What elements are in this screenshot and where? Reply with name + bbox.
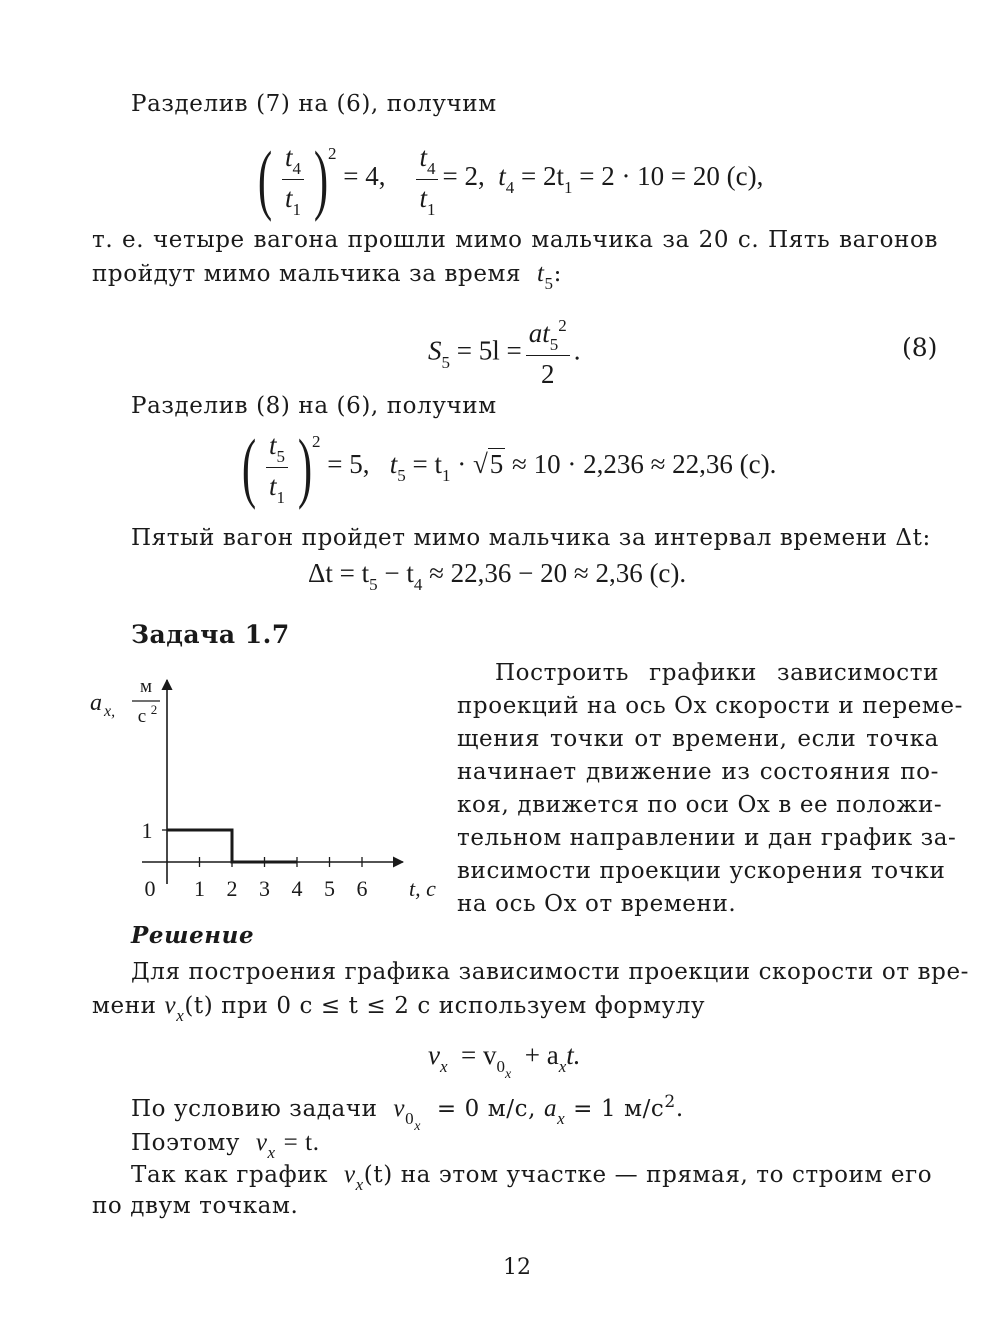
x-tick-label: 4 bbox=[291, 876, 303, 901]
paragraph-line: Для построения графика зависимости проекции скорости от вре- bbox=[131, 959, 970, 985]
task-text-line: Построить графики зависимости bbox=[495, 660, 939, 686]
equation-ratio-t5-t1: ( $\frac{t_5}{t_1}$ )$^2$ = 5, $t_5 = t_1 \cdot √5 \approx 10 \cdot 2,236 \approx 22,36$ (с). bbox=[241, 423, 777, 510]
chart-axes bbox=[142, 680, 403, 884]
equation-delta-t: $\Delta t = t_5 - t_4 \approx 22,36 - 20 \approx 2,36$ (с). bbox=[308, 558, 687, 594]
y-unit-power: 2 bbox=[150, 702, 158, 717]
intro-line-2: Разделив (8) на (6), получим bbox=[131, 393, 497, 419]
x-axis-label: t, с bbox=[409, 876, 436, 901]
paragraph-line: Пятый вагон пройдет мимо мальчика за интервал времени Δt: bbox=[131, 525, 931, 551]
x-tick-label: 5 bbox=[324, 876, 335, 901]
task-text-line: коя, движется по оси Ox в ее положи- bbox=[457, 792, 943, 818]
chart-labels bbox=[90, 676, 436, 901]
paragraph-line: Поэтому $v_x = t$. bbox=[131, 1129, 320, 1162]
equation-8: $S_5 = 5l$ = $\frac{at_5^2}{2}$ . bbox=[428, 316, 581, 389]
equation-number: (8) bbox=[902, 333, 938, 362]
x-tick-label: 1 bbox=[194, 876, 205, 901]
paragraph-line: Так как график $v_x(t)$ на этом участке — прямая, то строим его bbox=[131, 1161, 933, 1194]
y-unit-numerator: м bbox=[139, 676, 153, 697]
paragraph-line: По условию задачи $v_{0x} = 0$ м/с, $a_x = 1$ $м/с^2$. bbox=[131, 1092, 684, 1134]
y-unit-denominator: с bbox=[137, 706, 147, 727]
task-text-line: висимости проекции ускорения точки bbox=[457, 858, 946, 884]
acceleration-chart bbox=[80, 670, 436, 910]
task-text-line: начинает движение из состояния по- bbox=[457, 759, 939, 785]
paragraph-line: т. е. четыре вагона прошли мимо мальчика за 20 с. Пять вагонов bbox=[92, 227, 938, 253]
equation-ratio-t4-t1: ( $\frac{t_4}{t_1}$ )$^2$ = 4, $\frac{t_4}{t_1}$ = 2, $t_4 = 2t_1 = 2 \cdot 10 = 20$ (с), bbox=[257, 135, 764, 222]
solution-title: Решение bbox=[131, 922, 255, 949]
y-axis-label: a bbox=[90, 690, 102, 716]
y-axis-label-subscript: x, bbox=[104, 703, 116, 720]
task-title: Задача 1.7 bbox=[131, 620, 290, 649]
task-text-line: проекций на ось Ox скорости и переме- bbox=[457, 693, 964, 719]
paragraph-line: по двум точкам. bbox=[92, 1193, 299, 1219]
task-text-line: щения точки от времени, если точка bbox=[457, 726, 939, 752]
paragraph-line: пройдут мимо мальчика за время $t_5$: bbox=[92, 260, 562, 293]
x-tick-label: 3 bbox=[259, 876, 270, 901]
x-tick-label: 2 bbox=[226, 876, 238, 901]
y-tick-label: 1 bbox=[141, 818, 153, 843]
page-number: 12 bbox=[503, 1255, 531, 1280]
origin-label: 0 bbox=[144, 876, 156, 901]
acceleration-series-line bbox=[167, 830, 297, 862]
x-tick-label: 6 bbox=[356, 876, 368, 901]
chart-series bbox=[167, 830, 297, 862]
equation-velocity: $v_x = v_{0x} + a_xt$. bbox=[428, 1040, 581, 1082]
task-text-line: тельном направлении и дан график за- bbox=[457, 825, 957, 851]
paragraph-line: мени $v_x(t)$ при 0 с ≤ t ≤ 2 с используем формулу bbox=[92, 992, 706, 1025]
intro-line-1: Разделив (7) на (6), получим bbox=[131, 91, 497, 117]
task-text-line: на ось Ox от времени. bbox=[457, 891, 737, 917]
